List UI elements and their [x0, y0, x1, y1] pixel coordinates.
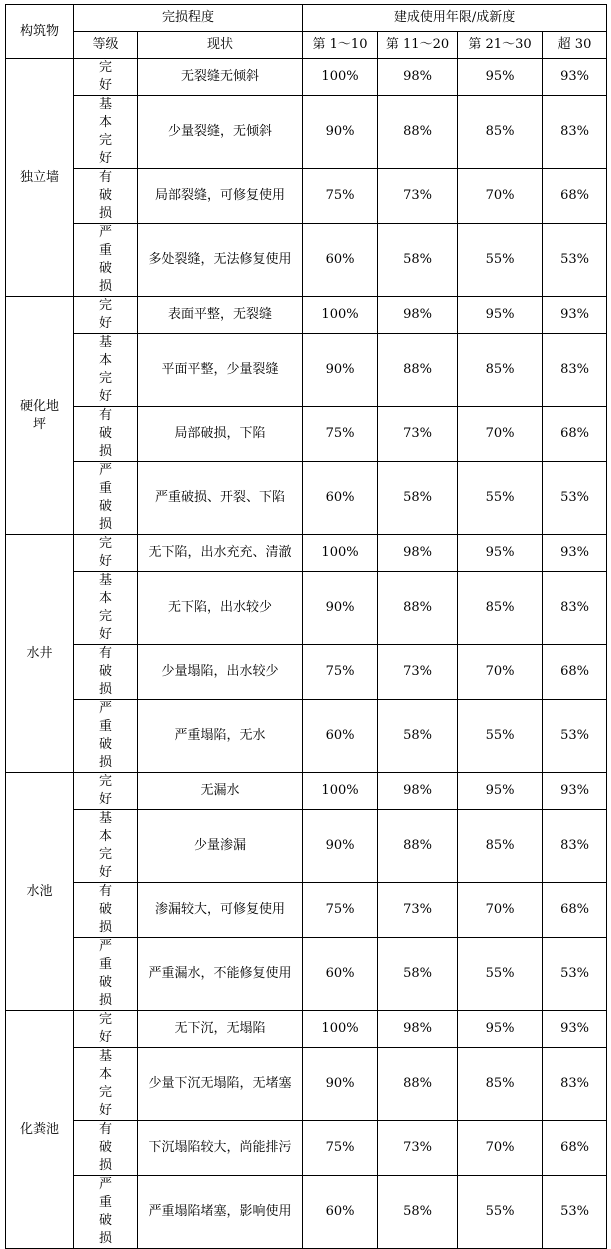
grade-cell: 有破损 [74, 645, 138, 700]
value-cell: 98% [378, 773, 458, 810]
value-cell: 70% [458, 407, 543, 462]
header-period-1: 第 1～10 [303, 32, 378, 59]
grade-cell: 有破损 [74, 407, 138, 462]
value-cell: 68% [543, 883, 607, 938]
structure-name: 水井 [6, 535, 74, 773]
value-cell: 75% [303, 407, 378, 462]
value-cell: 55% [458, 700, 543, 773]
status-cell: 严重塌陷，无水 [138, 700, 303, 773]
value-cell: 93% [543, 59, 607, 96]
value-cell: 93% [543, 297, 607, 334]
grade-cell: 严重破损 [74, 938, 138, 1011]
table-row [6, 407, 607, 462]
table-row [6, 645, 607, 700]
status-cell: 渗漏较大，可修复使用 [138, 883, 303, 938]
value-cell: 58% [378, 224, 458, 297]
value-cell: 83% [543, 334, 607, 407]
grade-cell: 严重破损 [74, 1176, 138, 1249]
value-cell: 55% [458, 938, 543, 1011]
value-cell: 60% [303, 462, 378, 535]
grade-cell: 完好 [74, 1011, 138, 1048]
value-cell: 83% [543, 1048, 607, 1121]
value-cell: 68% [543, 1121, 607, 1176]
grade-cell: 基本完好 [74, 810, 138, 883]
table-row [6, 462, 607, 535]
status-cell: 表面平整，无裂缝 [138, 297, 303, 334]
value-cell: 88% [378, 334, 458, 407]
status-cell: 平面平整，少量裂缝 [138, 334, 303, 407]
table-row [6, 938, 607, 1011]
status-cell: 局部裂缝，可修复使用 [138, 169, 303, 224]
table-row [6, 700, 607, 773]
value-cell: 58% [378, 462, 458, 535]
value-cell: 88% [378, 96, 458, 169]
value-cell: 95% [458, 59, 543, 96]
table-row [6, 169, 607, 224]
value-cell: 93% [543, 535, 607, 572]
value-cell: 75% [303, 1121, 378, 1176]
value-cell: 85% [458, 96, 543, 169]
header-period-4: 超 30 [543, 32, 607, 59]
value-cell: 90% [303, 1048, 378, 1121]
value-cell: 73% [378, 645, 458, 700]
structure-name: 独立墙 [6, 59, 74, 297]
status-cell: 无裂缝无倾斜 [138, 59, 303, 96]
value-cell: 88% [378, 572, 458, 645]
value-cell: 75% [303, 645, 378, 700]
value-cell: 98% [378, 297, 458, 334]
value-cell: 75% [303, 883, 378, 938]
value-cell: 83% [543, 96, 607, 169]
table-row [6, 1121, 607, 1176]
header-status: 现状 [138, 32, 303, 59]
grade-cell: 完好 [74, 535, 138, 572]
value-cell: 73% [378, 883, 458, 938]
status-cell: 严重漏水，不能修复使用 [138, 938, 303, 1011]
value-cell: 68% [543, 645, 607, 700]
value-cell: 88% [378, 1048, 458, 1121]
structure-name: 硬化地坪 [6, 297, 74, 535]
value-cell: 70% [458, 883, 543, 938]
value-cell: 85% [458, 1048, 543, 1121]
status-cell: 无下沉，无塌陷 [138, 1011, 303, 1048]
value-cell: 55% [458, 462, 543, 535]
value-cell: 70% [458, 169, 543, 224]
value-cell: 60% [303, 700, 378, 773]
status-cell: 无漏水 [138, 773, 303, 810]
grade-cell: 完好 [74, 297, 138, 334]
value-cell: 85% [458, 810, 543, 883]
header-row-2 [6, 32, 607, 59]
value-cell: 68% [543, 407, 607, 462]
table-row [6, 1176, 607, 1249]
value-cell: 95% [458, 773, 543, 810]
value-cell: 70% [458, 1121, 543, 1176]
table-row [6, 224, 607, 297]
value-cell: 53% [543, 1176, 607, 1249]
header-condition: 完损程度 [74, 5, 303, 32]
value-cell: 83% [543, 572, 607, 645]
grade-cell: 完好 [74, 59, 138, 96]
value-cell: 73% [378, 169, 458, 224]
value-cell: 93% [543, 773, 607, 810]
table-row [6, 810, 607, 883]
value-cell: 58% [378, 700, 458, 773]
value-cell: 95% [458, 1011, 543, 1048]
value-cell: 90% [303, 334, 378, 407]
grade-cell: 严重破损 [74, 462, 138, 535]
value-cell: 68% [543, 169, 607, 224]
grade-cell: 完好 [74, 773, 138, 810]
value-cell: 88% [378, 810, 458, 883]
status-cell: 少量下沉无塌陷，无堵塞 [138, 1048, 303, 1121]
value-cell: 90% [303, 572, 378, 645]
structure-name: 水池 [6, 773, 74, 1011]
value-cell: 55% [458, 224, 543, 297]
value-cell: 60% [303, 224, 378, 297]
value-cell: 83% [543, 810, 607, 883]
header-row-1 [6, 5, 607, 32]
header-structure: 构筑物 [6, 5, 74, 59]
grade-cell: 基本完好 [74, 572, 138, 645]
value-cell: 53% [543, 462, 607, 535]
status-cell: 局部破损，下陷 [138, 407, 303, 462]
value-cell: 75% [303, 169, 378, 224]
header-period-2: 第 11～20 [378, 32, 458, 59]
value-cell: 73% [378, 407, 458, 462]
value-cell: 95% [458, 535, 543, 572]
header-grade: 等级 [74, 32, 138, 59]
table-row [6, 572, 607, 645]
grade-cell: 基本完好 [74, 1048, 138, 1121]
value-cell: 53% [543, 224, 607, 297]
depreciation-table [5, 4, 607, 1249]
table-row [6, 1048, 607, 1121]
table-row [6, 773, 607, 810]
value-cell: 98% [378, 535, 458, 572]
value-cell: 58% [378, 1176, 458, 1249]
value-cell: 100% [303, 1011, 378, 1048]
status-cell: 少量渗漏 [138, 810, 303, 883]
value-cell: 85% [458, 572, 543, 645]
value-cell: 100% [303, 535, 378, 572]
value-cell: 85% [458, 334, 543, 407]
grade-cell: 有破损 [74, 1121, 138, 1176]
table-row [6, 535, 607, 572]
status-cell: 无下陷，出水较少 [138, 572, 303, 645]
value-cell: 100% [303, 59, 378, 96]
value-cell: 90% [303, 96, 378, 169]
status-cell: 少量塌陷，出水较少 [138, 645, 303, 700]
value-cell: 70% [458, 645, 543, 700]
table-row [6, 96, 607, 169]
value-cell: 60% [303, 1176, 378, 1249]
grade-cell: 有破损 [74, 169, 138, 224]
value-cell: 58% [378, 938, 458, 1011]
value-cell: 98% [378, 1011, 458, 1048]
grade-cell: 严重破损 [74, 224, 138, 297]
table-row [6, 1011, 607, 1048]
value-cell: 100% [303, 297, 378, 334]
status-cell: 多处裂缝，无法修复使用 [138, 224, 303, 297]
grade-cell: 有破损 [74, 883, 138, 938]
status-cell: 严重破损、开裂、下陷 [138, 462, 303, 535]
value-cell: 60% [303, 938, 378, 1011]
value-cell: 55% [458, 1176, 543, 1249]
status-cell: 无下陷，出水充充、清澈 [138, 535, 303, 572]
grade-cell: 基本完好 [74, 334, 138, 407]
value-cell: 53% [543, 700, 607, 773]
header-period-3: 第 21～30 [458, 32, 543, 59]
value-cell: 90% [303, 810, 378, 883]
structure-name: 化粪池 [6, 1011, 74, 1249]
table-row [6, 334, 607, 407]
table-row [6, 883, 607, 938]
value-cell: 95% [458, 297, 543, 334]
status-cell: 下沉塌陷较大，尚能排污 [138, 1121, 303, 1176]
table-row [6, 59, 607, 96]
status-cell: 严重塌陷堵塞，影响使用 [138, 1176, 303, 1249]
status-cell: 少量裂缝，无倾斜 [138, 96, 303, 169]
grade-cell: 严重破损 [74, 700, 138, 773]
value-cell: 100% [303, 773, 378, 810]
value-cell: 73% [378, 1121, 458, 1176]
value-cell: 98% [378, 59, 458, 96]
value-cell: 53% [543, 938, 607, 1011]
value-cell: 93% [543, 1011, 607, 1048]
header-years-group: 建成使用年限/成新度 [303, 5, 607, 32]
table-row [6, 297, 607, 334]
grade-cell: 基本完好 [74, 96, 138, 169]
